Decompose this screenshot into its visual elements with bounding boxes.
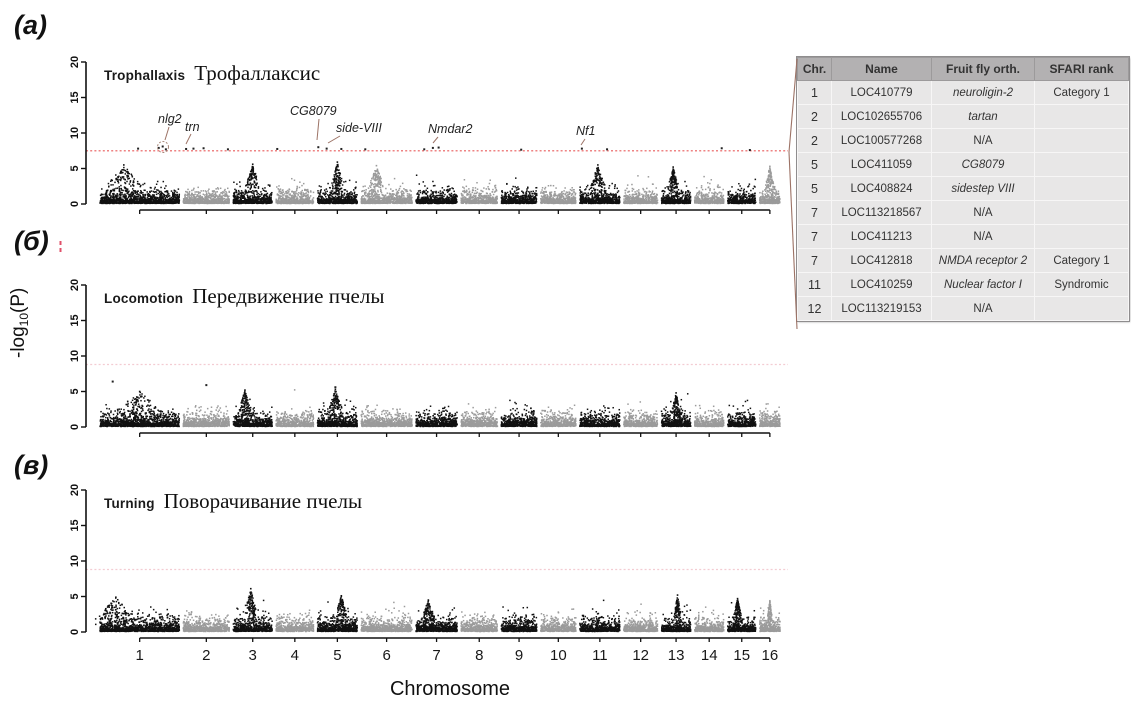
panel-label-b: (б) [14, 226, 49, 256]
cell-name: LOC408824 [832, 177, 932, 201]
cell-chr: 5 [798, 153, 832, 177]
table-row [798, 105, 1129, 129]
table-row [798, 177, 1129, 201]
cell-name: LOC411059 [832, 153, 932, 177]
table-row [798, 273, 1129, 297]
table-row [798, 153, 1129, 177]
gene-table [797, 57, 1129, 321]
gene-label-trn: trn [185, 120, 200, 134]
table-row [798, 297, 1129, 321]
cell-name: LOC411213 [832, 225, 932, 249]
gene-table-header-row [798, 58, 1129, 81]
table-row [798, 129, 1129, 153]
cell-chr: 2 [798, 105, 832, 129]
x-axis-title: Chromosome [389, 678, 511, 700]
cell-ortholog: N/A [932, 297, 1035, 321]
cell-ortholog: sidestep VIII [932, 177, 1035, 201]
cell-ortholog: Nuclear factor I [932, 273, 1035, 297]
cell-chr: 1 [798, 81, 832, 105]
table-row [798, 81, 1129, 105]
panel-label-v: (в) [14, 450, 49, 480]
cell-name: LOC100577268 [832, 129, 932, 153]
cell-name: LOC113218567 [832, 201, 932, 225]
table-row [798, 249, 1129, 273]
cell-sfari [1035, 129, 1129, 153]
y-axis-title: $-\log_{10}(P)$ [8, 287, 31, 358]
gene-label-cg8079: CG8079 [290, 104, 337, 118]
gene-label-nf1: Nf1 [576, 124, 596, 138]
cell-sfari [1035, 105, 1129, 129]
cell-ortholog: tartan [932, 105, 1035, 129]
cell-ortholog: N/A [932, 201, 1035, 225]
manhattan-plot-trophallaxis [55, 50, 800, 225]
cell-chr: 7 [798, 249, 832, 273]
cell-sfari: Category 1 [1035, 249, 1129, 273]
cell-chr: 5 [798, 177, 832, 201]
cell-sfari [1035, 225, 1129, 249]
cell-sfari [1035, 297, 1129, 321]
table-row [798, 225, 1129, 249]
cell-name: LOC410259 [832, 273, 932, 297]
cell-sfari: Syndromic [1035, 273, 1129, 297]
cell-sfari [1035, 201, 1129, 225]
cell-ortholog: CG8079 [932, 153, 1035, 177]
cell-sfari [1035, 153, 1129, 177]
header-orth: Fruit fly orth. [932, 58, 1035, 81]
cell-ortholog: neuroligin-2 [932, 81, 1035, 105]
gene-label-side-viii: side-VIII [336, 121, 382, 135]
cell-chr: 11 [798, 273, 832, 297]
cell-chr: 12 [798, 297, 832, 321]
cell-ortholog: N/A [932, 225, 1035, 249]
cell-chr: 2 [798, 129, 832, 153]
panel-label-a: (а) [14, 10, 47, 40]
table-row [798, 201, 1129, 225]
manhattan-plot-locomotion [55, 273, 800, 448]
cell-name: LOC113219153 [832, 297, 932, 321]
gene-label-nmdar2: Nmdar2 [428, 122, 473, 136]
cell-ortholog: N/A [932, 129, 1035, 153]
cell-chr: 7 [798, 201, 832, 225]
cell-chr: 7 [798, 225, 832, 249]
cell-sfari: Category 1 [1035, 81, 1129, 105]
header-sfari: SFARI rank [1035, 58, 1129, 81]
manhattan-plot-turning [55, 478, 800, 683]
gene-label-nlg2: nlg2 [158, 112, 182, 126]
cell-name: LOC102655706 [832, 105, 932, 129]
cell-name: LOC410779 [832, 81, 932, 105]
cell-sfari [1035, 177, 1129, 201]
header-chr: Chr. [798, 58, 832, 81]
cell-name: LOC412818 [832, 249, 932, 273]
cell-ortholog: NMDA receptor 2 [932, 249, 1035, 273]
header-name: Name [832, 58, 932, 81]
